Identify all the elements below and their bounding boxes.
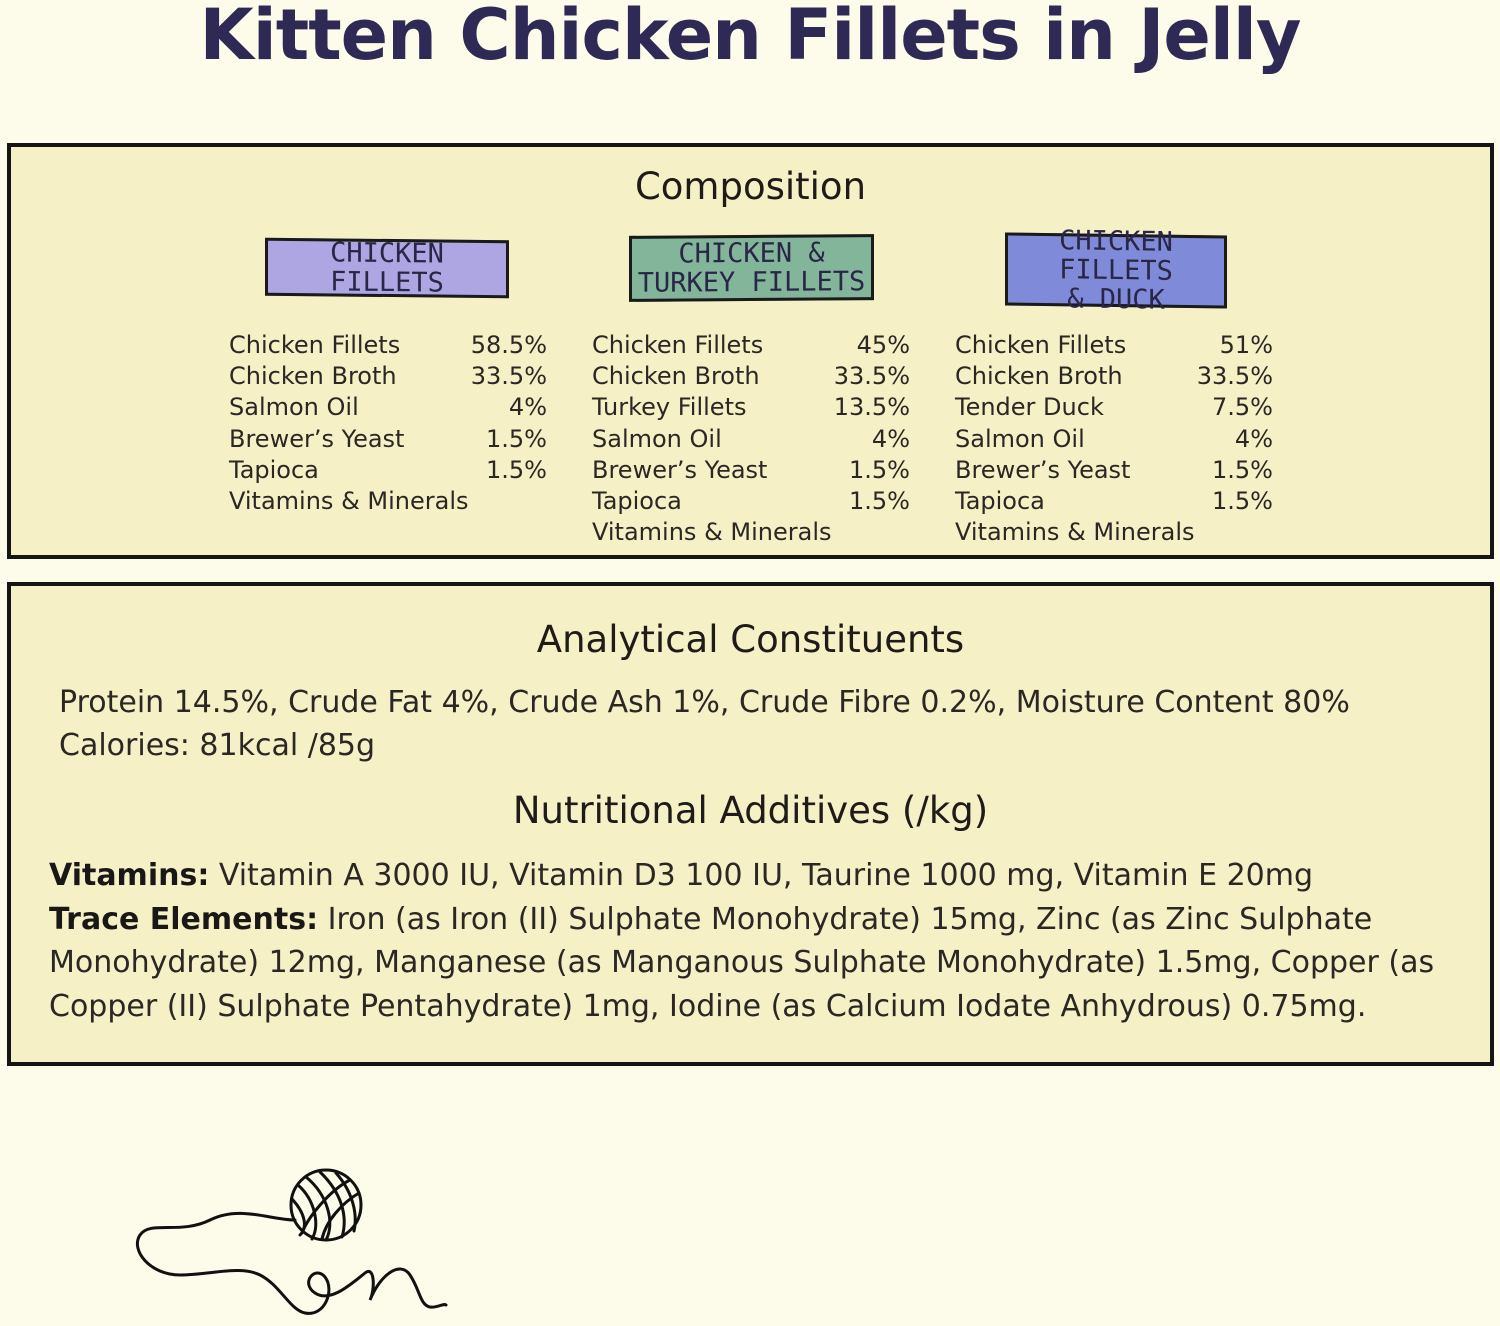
product-label-chicken-duck: CHICKEN FILLETS & DUCK [1005, 232, 1227, 308]
analytical-heading: Analytical Constituents [536, 618, 965, 661]
ingredient-percent: 1.5% [486, 455, 547, 484]
ingredient-name: Chicken Broth [229, 362, 397, 391]
ingredient-name: Brewer’s Yeast [955, 455, 1131, 484]
ingredient-percent: 13.5% [833, 393, 910, 422]
page-title: Kitten Chicken Fillets in Jelly [199, 0, 1301, 76]
vitamins-text: Vitamin A 3000 IU, Vitamin D3 100 IU, Taurine 1000 mg, Vitamin E 20mg [218, 858, 1314, 893]
ingredient-row [592, 392, 910, 423]
composition-panel [7, 143, 1494, 559]
ingredient-percent: 45% [856, 331, 910, 359]
product-label-chicken-turkey: CHICKEN & TURKEY FILLETS [629, 234, 874, 302]
calories-line: Calories: 81kcal /85g [59, 728, 376, 763]
ingredient-name: Chicken Broth [955, 362, 1123, 391]
product-label-chicken-fillets: CHICKEN FILLETS [265, 238, 509, 299]
ingredient-row [592, 486, 910, 517]
ingredient-name: Tapioca [592, 487, 682, 516]
ingredient-row [229, 330, 547, 361]
ingredient-name: Chicken Fillets [955, 331, 1127, 359]
ingredient-percent: 4% [871, 424, 910, 453]
ingredient-percent: 1.5% [849, 487, 910, 516]
ingredient-row [955, 455, 1273, 486]
analysis-panel [7, 582, 1494, 1066]
analytical-values [59, 681, 1459, 767]
ingredient-row [592, 455, 910, 486]
ingredient-row [955, 517, 1273, 548]
vitamins-label: Vitamins: [49, 858, 210, 893]
ingredient-row [229, 424, 547, 455]
yarn-ball-icon [130, 1165, 460, 1325]
trace-elements-text: Iron (as Iron (II) Sulphate Monohydrate) 15mg, Zinc (as Zinc Sulphate Monohydrate) 12mg, Manganese (as Manganous Sulphate Monohydrate) 1.5mg, Copper (as Copper (II) Sulphate Pentahydrate) 1mg, Iodine (as Calcium Iodate Anhydrous) 0.75mg. [49, 901, 1435, 1024]
ingredient-list-chicken-fillets [229, 330, 547, 517]
ingredient-name: Salmon Oil [229, 393, 359, 422]
ingredient-name: Vitamins & Minerals [592, 518, 832, 547]
ingredient-row [955, 392, 1273, 423]
ingredient-percent: 33.5% [470, 362, 547, 391]
ingredient-row [955, 330, 1273, 361]
ingredient-row [229, 455, 547, 486]
ingredient-row [592, 330, 910, 361]
ingredient-name: Tapioca [955, 487, 1045, 516]
ingredient-percent: 58.5% [470, 331, 547, 359]
ingredient-name: Chicken Fillets [229, 331, 401, 359]
ingredient-row [955, 361, 1273, 392]
ingredient-name: Salmon Oil [955, 424, 1085, 453]
ingredient-row [229, 486, 547, 517]
ingredient-name: Brewer’s Yeast [592, 455, 768, 484]
ingredient-row [955, 424, 1273, 455]
ingredient-row [229, 361, 547, 392]
ingredient-row [592, 424, 910, 455]
ingredient-name: Tender Duck [955, 393, 1104, 422]
trace-elements-label: Trace Elements: [49, 901, 319, 937]
ingredient-row [229, 392, 547, 423]
ingredient-percent: 51% [1219, 331, 1273, 359]
ingredient-row [592, 361, 910, 392]
ingredient-name: Vitamins & Minerals [955, 518, 1195, 547]
ingredient-percent: 4% [508, 393, 547, 422]
ingredient-name: Vitamins & Minerals [229, 487, 469, 516]
ingredient-row [955, 486, 1273, 517]
ingredient-list-chicken-turkey [592, 330, 910, 548]
ingredient-percent: 1.5% [1212, 455, 1273, 484]
ingredient-name: Turkey Fillets [592, 393, 747, 422]
ingredient-percent: 4% [1234, 424, 1273, 453]
additives-heading: Nutritional Additives (/kg) [512, 789, 989, 832]
ingredient-percent: 1.5% [486, 424, 547, 453]
ingredient-list-chicken-duck [955, 330, 1273, 548]
ingredient-name: Salmon Oil [592, 424, 722, 453]
ingredient-percent: 1.5% [849, 455, 910, 484]
analytical-line-1: Protein 14.5%, Crude Fat 4%, Crude Ash 1%, Crude Fibre 0.2%, Moisture Content 80% [59, 685, 1350, 720]
ingredient-name: Brewer’s Yeast [229, 424, 405, 453]
ingredient-name: Chicken Fillets [592, 331, 764, 359]
ingredient-percent: 33.5% [833, 362, 910, 391]
additives-text [49, 854, 1469, 1028]
ingredient-percent: 1.5% [1212, 487, 1273, 516]
ingredient-name: Tapioca [229, 455, 319, 484]
ingredient-name: Chicken Broth [592, 362, 760, 391]
ingredient-percent: 33.5% [1196, 362, 1273, 391]
ingredient-row [592, 517, 910, 548]
composition-heading: Composition [634, 165, 867, 208]
ingredient-percent: 7.5% [1212, 393, 1273, 422]
